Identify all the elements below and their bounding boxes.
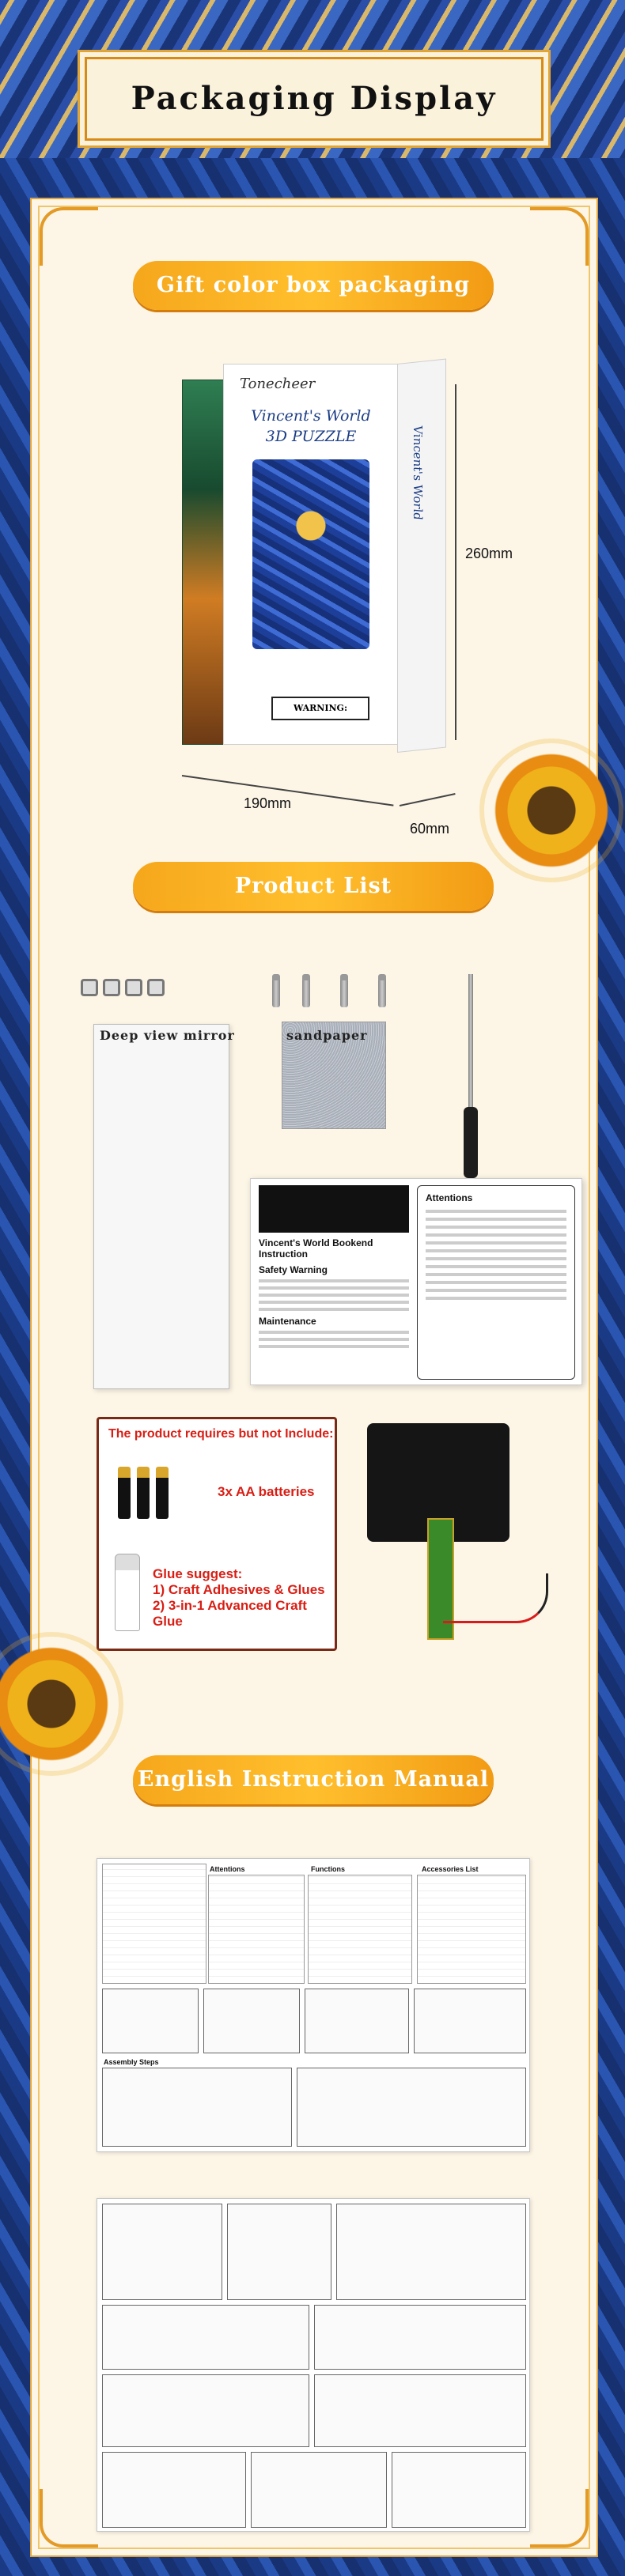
text-line bbox=[426, 1281, 566, 1284]
instruction-sheet bbox=[250, 1178, 582, 1385]
section-banner-product-list bbox=[133, 862, 494, 911]
box-side-panel-image bbox=[182, 380, 225, 745]
gift-box-front bbox=[223, 364, 399, 745]
instruction-sheet-left bbox=[259, 1185, 409, 1378]
battery-icon bbox=[137, 1467, 150, 1519]
manual-title: Vincent's World Bookend Instruction bbox=[259, 1237, 373, 1260]
box-title-line1: Vincent's World bbox=[251, 407, 371, 425]
corner-ornament-icon bbox=[40, 207, 98, 266]
not-included-notice bbox=[97, 1417, 337, 1651]
text-line bbox=[259, 1331, 409, 1334]
corner-ornament-icon bbox=[40, 2489, 98, 2548]
glue-bottle-icon bbox=[115, 1554, 140, 1631]
maintenance-heading: Maintenance bbox=[259, 1316, 316, 1327]
glue-line2: 1) Craft Adhesives & Glues bbox=[153, 1582, 325, 1597]
assembly-sketch bbox=[314, 2374, 526, 2447]
screw-icon bbox=[378, 974, 386, 1007]
text-line bbox=[259, 1345, 409, 1348]
assembly-sketch bbox=[102, 2068, 292, 2147]
assembly-sketch bbox=[102, 2204, 222, 2300]
text-line bbox=[259, 1279, 409, 1282]
text-line bbox=[259, 1308, 409, 1311]
manual-page-1 bbox=[97, 1858, 530, 2152]
text-line bbox=[426, 1241, 566, 1245]
assembly-sketch bbox=[102, 2305, 309, 2370]
text-line bbox=[426, 1265, 566, 1268]
assembly-sketch bbox=[414, 1989, 526, 2053]
battery-icon bbox=[156, 1467, 169, 1519]
height-label: 260mm bbox=[465, 546, 513, 561]
box-title bbox=[240, 406, 382, 447]
assembly-sketch bbox=[227, 2204, 331, 2300]
text-line bbox=[426, 1257, 566, 1260]
manual-attentions-heading: Attentions bbox=[210, 1865, 245, 1873]
gift-box-side bbox=[397, 358, 446, 753]
screw-icon bbox=[302, 974, 310, 1007]
assembly-sketch bbox=[392, 2452, 526, 2528]
manual-panel bbox=[102, 1864, 206, 1984]
text-line bbox=[426, 1226, 566, 1229]
corner-ornament-icon bbox=[530, 2489, 589, 2548]
screwdriver-handle-icon bbox=[464, 1107, 478, 1178]
screwdriver-shaft-icon bbox=[468, 974, 473, 1109]
section-title: Gift color box packaging bbox=[156, 273, 471, 297]
section-banner-manual bbox=[133, 1755, 494, 1804]
glue-line1: Glue suggest: bbox=[153, 1566, 243, 1581]
instruction-sheet-right bbox=[417, 1185, 575, 1380]
manual-panel bbox=[308, 1875, 412, 1984]
text-line bbox=[259, 1294, 409, 1297]
text-line bbox=[426, 1289, 566, 1292]
notice-block bbox=[259, 1185, 409, 1233]
manual-functions-heading: Functions bbox=[311, 1865, 345, 1873]
van-gogh-painting-image bbox=[252, 459, 369, 649]
screw-icon bbox=[272, 974, 280, 1007]
battery-icon bbox=[118, 1467, 131, 1519]
text-line bbox=[259, 1286, 409, 1290]
text-line bbox=[426, 1249, 566, 1252]
deep-view-mirror bbox=[93, 1024, 229, 1389]
assembly-sketch bbox=[336, 2204, 526, 2300]
text-line bbox=[426, 1210, 566, 1213]
section-title: English Instruction Manual bbox=[137, 1767, 490, 1792]
manual-panel bbox=[208, 1875, 305, 1984]
assembly-sketch bbox=[251, 2452, 387, 2528]
text-line bbox=[426, 1297, 566, 1300]
wires-icon bbox=[443, 1573, 548, 1623]
warning-label: WARNING: bbox=[271, 697, 369, 720]
assembly-sketch bbox=[102, 1989, 199, 2053]
page-title: Packaging Display bbox=[131, 80, 498, 117]
notice-title: The product requires but not Include: bbox=[108, 1427, 334, 1441]
safety-heading: Safety Warning bbox=[259, 1264, 328, 1275]
text-line bbox=[426, 1218, 566, 1221]
section-title: Product List bbox=[234, 874, 392, 898]
manual-assembly-heading: Assembly Steps bbox=[104, 2058, 159, 2066]
nut-icon bbox=[103, 979, 120, 996]
assembly-sketch bbox=[314, 2305, 526, 2370]
manual-page-2 bbox=[97, 2198, 530, 2532]
section-banner-gift-box bbox=[133, 261, 494, 310]
glue-line3: 2) 3-in-1 Advanced Craft Glue bbox=[153, 1598, 307, 1629]
glue-suggest bbox=[153, 1566, 335, 1630]
nut-icon bbox=[81, 979, 98, 996]
assembly-sketch bbox=[297, 2068, 526, 2147]
box-title-line2: 3D PUZZLE bbox=[265, 428, 357, 445]
nut-icon bbox=[125, 979, 142, 996]
sandpaper-label: sandpaper bbox=[286, 1028, 368, 1043]
depth-label: 60mm bbox=[410, 821, 450, 837]
text-line bbox=[426, 1273, 566, 1276]
title-frame bbox=[85, 57, 544, 141]
header-banner bbox=[0, 0, 625, 158]
assembly-sketch bbox=[203, 1989, 300, 2053]
manual-panel bbox=[417, 1875, 526, 1984]
attentions-heading: Attentions bbox=[426, 1192, 473, 1203]
assembly-sketch bbox=[305, 1989, 409, 2053]
text-line bbox=[259, 1301, 409, 1304]
box-side-text: Vincent's World bbox=[411, 425, 425, 521]
corner-ornament-icon bbox=[530, 207, 589, 266]
text-line bbox=[259, 1338, 409, 1341]
screw-icon bbox=[340, 974, 348, 1007]
assembly-sketch bbox=[102, 2452, 246, 2528]
mirror-label: Deep view mirror bbox=[100, 1028, 235, 1043]
sunflower-icon bbox=[484, 743, 619, 878]
width-label: 190mm bbox=[244, 795, 292, 811]
height-dimension-line bbox=[455, 384, 456, 740]
brand-logo: Tonecheer bbox=[240, 376, 316, 392]
assembly-sketch bbox=[102, 2374, 309, 2447]
text-line bbox=[426, 1233, 566, 1237]
nut-icon bbox=[147, 979, 165, 996]
batteries-label: 3x AA batteries bbox=[218, 1484, 315, 1499]
manual-accessories-heading: Accessories List bbox=[422, 1865, 479, 1873]
